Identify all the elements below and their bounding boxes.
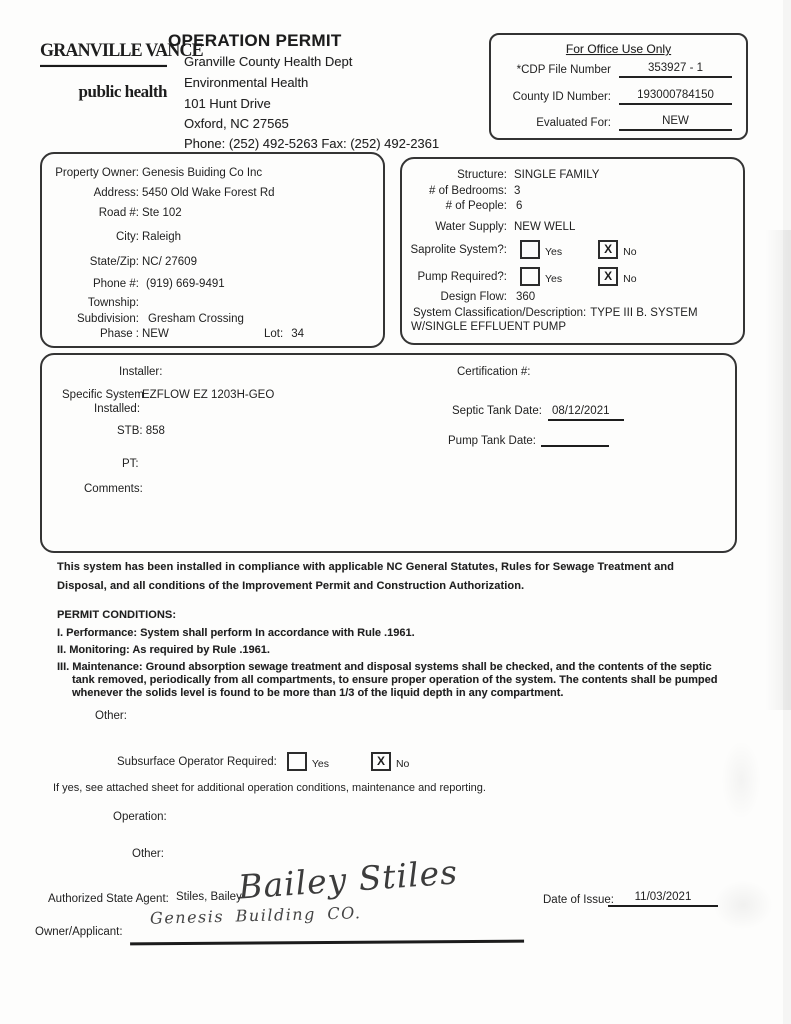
- scan-artifact-blob: [721, 740, 761, 820]
- structure-value: SINGLE FAMILY: [514, 169, 600, 181]
- subsurface-operator-label: Subsurface Operator Required:: [117, 755, 277, 768]
- other-label-2: Other:: [132, 848, 164, 860]
- city-label: City:: [116, 231, 139, 243]
- cdp-file-number-label: *CDP File Number: [516, 64, 611, 76]
- pt-label: PT:: [122, 458, 139, 470]
- people-value: 6: [516, 200, 523, 212]
- design-flow-value: 360: [516, 291, 536, 303]
- road-row: [42, 207, 182, 219]
- classification-row: [413, 307, 698, 319]
- county-id-label: County ID Number:: [512, 91, 611, 103]
- authorized-state-agent-label: Authorized State Agent:: [48, 893, 169, 905]
- checkbox-saprolite-yes: [520, 240, 540, 259]
- structure-box: [400, 157, 745, 345]
- pump-required-row: [402, 267, 637, 286]
- installer-box: [40, 353, 737, 553]
- specific-system-label-line2: Installed:: [94, 403, 141, 415]
- road-label: Road #:: [98, 207, 139, 219]
- design-flow-label: Design Flow:: [440, 291, 507, 303]
- state-zip-label: State/Zip:: [89, 256, 139, 268]
- header-street: 101 Hunt Drive: [184, 96, 271, 111]
- subsurface-operator-row: [117, 752, 409, 771]
- subsurface-no-label: No: [395, 758, 410, 770]
- comments-label: Comments:: [84, 483, 143, 495]
- other-label-1: Other:: [95, 710, 127, 722]
- saprolite-row: [402, 240, 637, 259]
- lot-label: Lot:: [264, 328, 284, 340]
- bedrooms-label: # of Bedrooms:: [429, 185, 507, 197]
- township-label: Township:: [87, 297, 139, 309]
- city-value: Raleigh: [142, 231, 181, 243]
- condition-ii: II. Monitoring: As required by Rule .1961.: [57, 644, 270, 656]
- pump-tank-date-blank: [541, 435, 609, 447]
- subdivision-label: Subdivision:: [76, 313, 139, 325]
- specific-system-value: EZFLOW EZ 1203H-GEO: [142, 389, 275, 401]
- condition-iii-line1: III. Maintenance: Ground absorption sewage treatment and disposal systems shall be checked, and the contents of the septic: [57, 661, 712, 673]
- checkbox-subsurface-yes: [287, 752, 307, 771]
- people-row: [402, 200, 522, 212]
- header-division: Environmental Health: [184, 75, 309, 90]
- classification-row-line2: [411, 321, 566, 333]
- date-of-issue-label: Date of Issue:: [543, 894, 614, 906]
- scan-artifact-blob: [713, 880, 773, 930]
- date-of-issue-value: 11/03/2021: [608, 891, 718, 907]
- saprolite-no-label: No: [623, 246, 637, 258]
- header-dept: Granville County Health Dept: [184, 54, 353, 69]
- property-owner-value: Genesis Buiding Co Inc: [142, 167, 263, 179]
- township-row: [42, 297, 142, 309]
- owner-handwritten-signature: Genesis Building CO.: [149, 903, 362, 928]
- header-city-state: Oxford, NC 27565: [184, 116, 289, 131]
- subsurface-yes-label: Yes: [311, 758, 329, 770]
- condition-iii-line3: whenever the solids level is found to be more than 1/3 of the liquid depth in any compartment.: [72, 687, 564, 699]
- classification-label: System Classification/Description:: [413, 307, 587, 319]
- permit-conditions-heading: PERMIT CONDITIONS:: [57, 609, 177, 621]
- classification-value-line1: TYPE III B. SYSTEM: [590, 307, 698, 319]
- saprolite-yes-label: Yes: [545, 246, 563, 258]
- septic-tank-date-label: Septic Tank Date:: [452, 405, 542, 417]
- pump-tank-date-label: Pump Tank Date:: [448, 435, 537, 447]
- address-label: Address:: [93, 187, 139, 199]
- certification-label: Certification #:: [457, 366, 531, 378]
- pump-required-label: Pump Required?:: [417, 270, 507, 283]
- subdivision-row: [42, 313, 244, 325]
- compliance-line2: Disposal, and all conditions of the Improvement Permit and Construction Authorization.: [57, 580, 525, 592]
- pump-yes-label: Yes: [545, 273, 563, 285]
- evaluated-for-label: Evaluated For:: [536, 117, 611, 129]
- address-value: 5450 Old Wake Forest Rd: [142, 187, 275, 199]
- phase-value: NEW: [142, 328, 169, 340]
- condition-i: I. Performance: System shall perform In accordance with Rule .1961.: [57, 627, 415, 639]
- agent-handwritten-signature: Bailey Stiles: [236, 852, 460, 907]
- logo-text-granville-vance: GRANVILLE VANCE: [40, 39, 167, 67]
- property-owner-label: Property Owner:: [55, 167, 139, 179]
- water-supply-row: [402, 221, 575, 233]
- checkbox-subsurface-no: X: [371, 752, 391, 771]
- water-supply-value: NEW WELL: [514, 221, 576, 233]
- property-owner-box: [40, 152, 385, 348]
- checkbox-saprolite-no: X: [598, 240, 618, 259]
- lot-value: 34: [291, 328, 304, 340]
- county-id-row: [501, 89, 732, 105]
- county-id-value: 193000784150: [619, 89, 732, 105]
- state-zip-value: NC/ 27609: [142, 256, 197, 268]
- logo-text-public-health: public health: [78, 82, 167, 101]
- phase-label: Phase :: [100, 328, 139, 340]
- condition-iii-line2: tank removed, periodically from all compartments, to ensure proper operation of the system. The contents shall be pumped: [72, 674, 718, 686]
- office-use-box: [489, 33, 748, 140]
- subdivision-value: Gresham Crossing: [148, 313, 244, 325]
- structure-label: Structure:: [457, 169, 507, 181]
- agent-typed-name: Stiles, Bailey: [176, 891, 242, 903]
- if-yes-note: If yes, see attached sheet for additional operation conditions, maintenance and reporting.: [53, 782, 486, 794]
- bedrooms-value: 3: [514, 185, 521, 197]
- checkbox-pump-yes: [520, 267, 540, 286]
- structure-row: [402, 169, 599, 181]
- road-value: Ste 102: [142, 207, 182, 219]
- cdp-file-number-value: 353927 - 1: [619, 62, 732, 78]
- design-flow-row: [402, 291, 535, 303]
- pump-tank-date-row: [448, 435, 609, 447]
- address-row: [42, 187, 275, 199]
- saprolite-label: Saprolite System?:: [410, 243, 507, 256]
- owner-signature-line: [130, 917, 524, 946]
- city-row: [42, 231, 181, 243]
- property-owner-row: [42, 167, 262, 179]
- stb-value: STB: 858: [117, 425, 165, 437]
- scan-artifact-edge: [783, 0, 791, 1024]
- evaluated-for-row: [501, 115, 732, 131]
- operation-label: Operation:: [113, 811, 167, 823]
- classification-value-line2: W/SINGLE EFFLUENT PUMP: [411, 321, 567, 333]
- compliance-line1: This system has been installed in compliance with applicable NC General Statutes, Rules for Sewage Treatment and: [57, 561, 674, 573]
- phone-label: Phone #:: [92, 278, 139, 290]
- septic-tank-date-row: [452, 405, 624, 421]
- pump-no-label: No: [623, 273, 637, 285]
- state-zip-row: [42, 256, 197, 268]
- bedrooms-row: [402, 185, 520, 197]
- agency-logo: [40, 38, 203, 102]
- evaluated-for-value: NEW: [619, 115, 732, 131]
- phone-value: (919) 669-9491: [146, 278, 225, 290]
- cdp-file-number-row: [501, 62, 732, 78]
- water-supply-label: Water Supply:: [435, 221, 507, 233]
- lot-row: [264, 328, 304, 340]
- installer-label: Installer:: [119, 366, 163, 378]
- document-title: OPERATION PERMIT: [168, 31, 342, 50]
- people-label: # of People:: [445, 200, 507, 212]
- office-use-title: For Office Use Only: [565, 42, 672, 56]
- owner-applicant-label: Owner/Applicant:: [35, 926, 123, 938]
- checkbox-pump-no: X: [598, 267, 618, 286]
- phone-row: [42, 278, 225, 290]
- header-phone-fax: Phone: (252) 492-5263 Fax: (252) 492-2361: [184, 136, 440, 151]
- specific-system-label-line1: Specific System: [62, 389, 144, 401]
- septic-tank-date-value: 08/12/2021: [548, 405, 624, 421]
- phase-row: [42, 328, 169, 340]
